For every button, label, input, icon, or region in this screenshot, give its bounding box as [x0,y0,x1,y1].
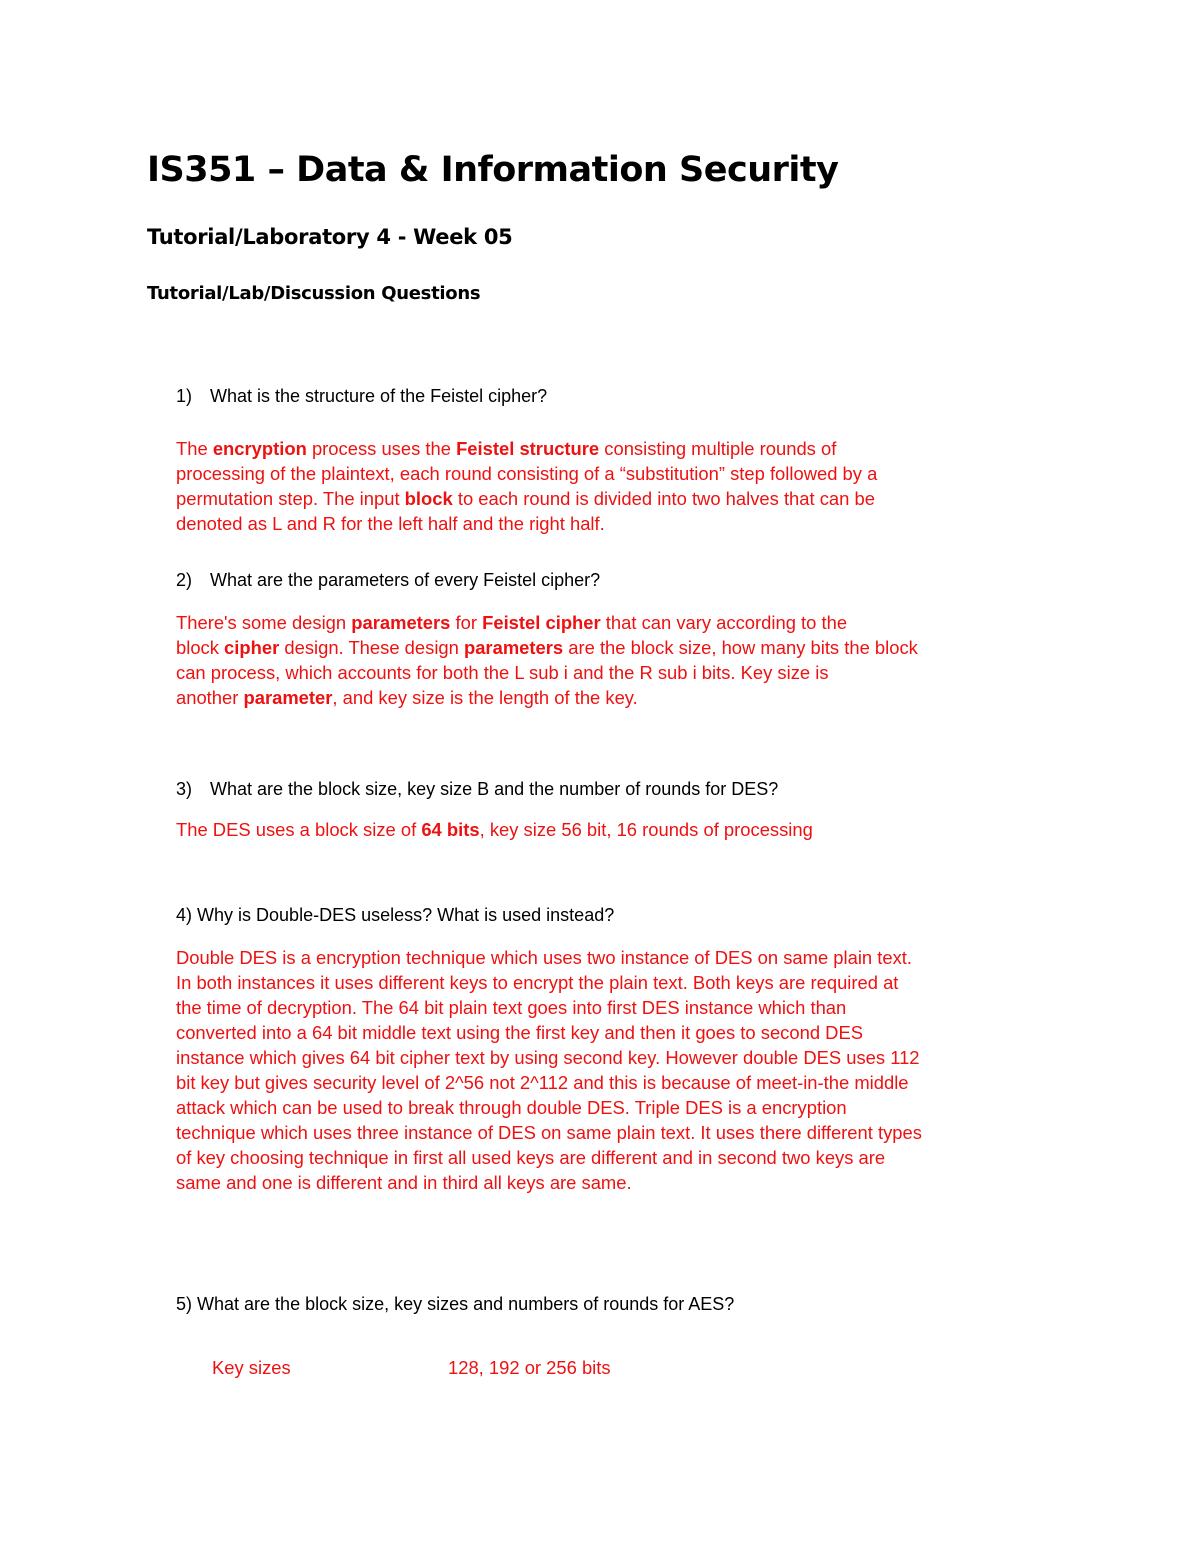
question-text: What are the block size, key size B and the number of rounds for DES? [210,779,779,799]
question-4 [176,903,614,927]
answer-3 [176,817,813,842]
answer-line: attack which can be used to break through double DES. Triple DES is a encryption [176,1097,847,1118]
answer-line: denoted as L and R for the left half and the right half. [176,513,605,534]
answer-4 [176,945,922,1195]
answer-1 [176,436,877,536]
answer-line: bit key but gives security level of 2^56 not 2^112 and this is because of meet-in-the middle [176,1072,909,1093]
aes-key-sizes-label: Key sizes [212,1357,291,1378]
answer-line: permutation step. The input block to each round is divided into two halves that can be [176,488,875,509]
question-number: 5) [176,1294,193,1314]
document-subtitle: Tutorial/Laboratory 4 - Week 05 [147,225,513,249]
answer-line: Double DES is a encryption technique which uses two instance of DES on same plain text. [176,947,913,968]
answer-line: of key choosing technique in first all used keys are different and in second two keys are [176,1147,886,1168]
question-text: Why is Double-DES useless? What is used instead? [197,905,615,925]
question-text: What is the structure of the Feistel cipher? [210,386,548,406]
answer-line: The encryption process uses the Feistel structure consisting multiple rounds of [176,438,837,459]
question-2 [176,568,600,592]
question-number: 3) [176,779,193,799]
answer-line: block cipher design. These design parameters are the block size, how many bits the block [176,637,918,658]
answer-line: processing of the plaintext, each round consisting of a “substitution” step followed by a [176,463,878,484]
answer-line: same and one is different and in third all keys are same. [176,1172,632,1193]
question-number: 4) [176,905,193,925]
answer-line: can process, which accounts for both the L sub i and the R sub i bits. Key size is [176,662,829,683]
answer-line: There's some design parameters for Feistel cipher that can vary according to the [176,612,848,633]
answer-line: technique which uses three instance of DES on same plain text. It uses there different types [176,1122,922,1143]
question-3 [176,777,778,801]
answer-line: instance which gives 64 bit cipher text by using second key. However double DES uses 112 [176,1047,920,1068]
answer-line: the time of decryption. The 64 bit plain text goes into first DES instance which than [176,997,847,1018]
question-text: What are the block size, key sizes and numbers of rounds for AES? [197,1294,735,1314]
question-text: What are the parameters of every Feistel cipher? [210,570,601,590]
question-5 [176,1292,734,1316]
answer-line: The DES uses a block size of 64 bits, key size 56 bit, 16 rounds of processing [176,819,813,840]
question-number: 1) [176,386,193,406]
answer-line: another parameter, and key size is the length of the key. [176,687,638,708]
question-number: 2) [176,570,193,590]
answer-2 [176,610,918,710]
aes-key-sizes-value: 128, 192 or 256 bits [448,1357,611,1378]
answer-line: In both instances it uses different keys to encrypt the plain text. Both keys are required at [176,972,899,993]
answer-line: converted into a 64 bit middle text using the first key and then it goes to second DES [176,1022,863,1043]
document-title: IS351 – Data & Information Security [147,150,839,190]
section-heading: Tutorial/Lab/Discussion Questions [147,283,481,304]
question-1 [176,384,547,408]
aes-key-sizes-row [212,1356,611,1380]
